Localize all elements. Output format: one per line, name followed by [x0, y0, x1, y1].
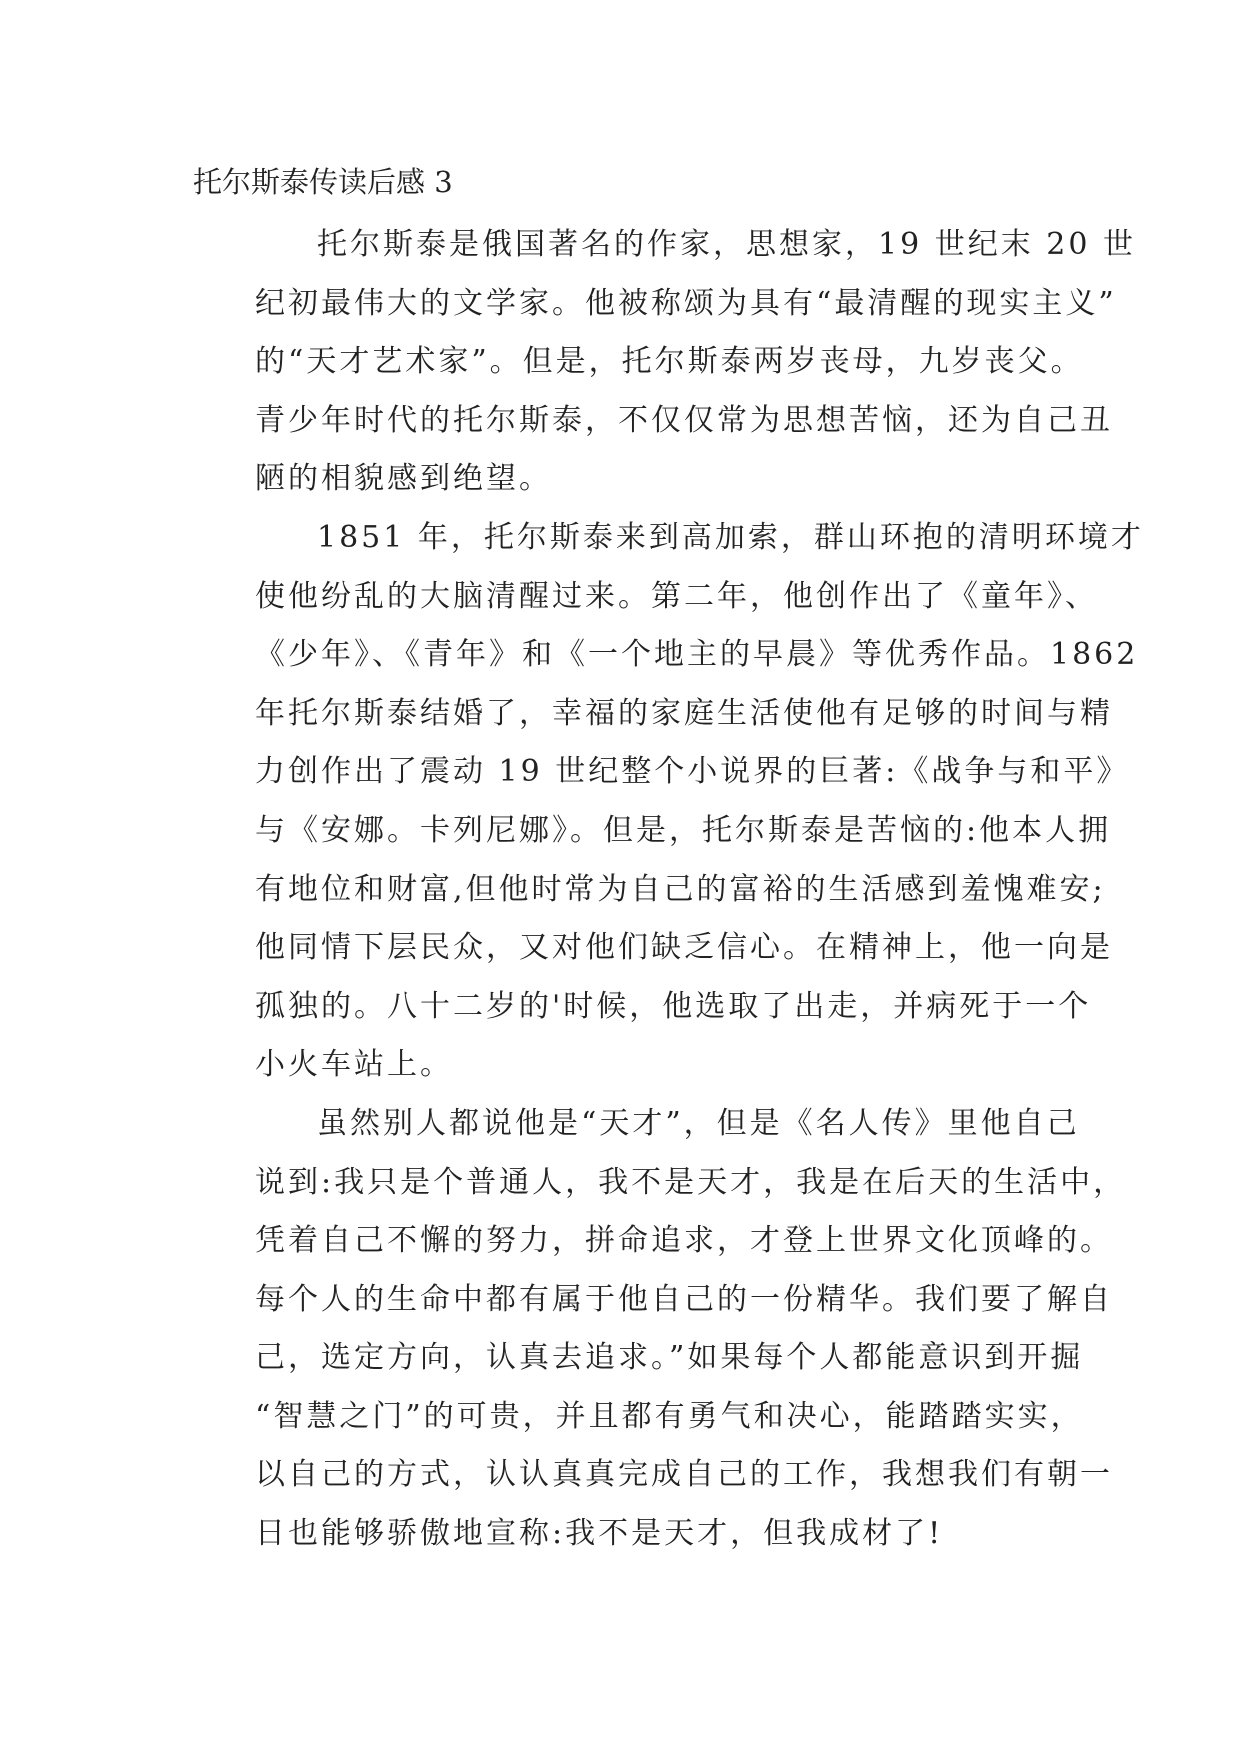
paragraph-line: 与《安娜。卡列尼娜》。但是，托尔斯泰是苦恼的:他本人拥 [255, 812, 1112, 848]
paragraph-line: 小火车站上。 [255, 1047, 453, 1083]
paragraph-line: 托尔斯泰是俄国著名的作家，思想家，19 世纪末 20 世 [317, 227, 1136, 262]
paragraph-line: 以自己的方式，认认真真完成自己的工作，我想我们有朝一 [255, 1457, 1113, 1493]
paragraph-line: 年托尔斯泰结婚了，幸福的家庭生活使他有足够的时间与精 [255, 695, 1113, 731]
paragraph-line: “智慧之门”的可贵，并且都有勇气和决心，能踏踏实实， [255, 1398, 1084, 1434]
paragraph-line: 使他纷乱的大脑清醒过来。第二年，他创作出了《童年》、 [255, 578, 1098, 614]
paragraph-1 [193, 216, 1136, 509]
paragraph-3 [193, 1095, 1127, 1564]
paragraph-line: 虽然别人都说他是“天才”，但是《名人传》里他自己 [317, 1105, 1080, 1141]
paragraph-line: 每个人的生命中都有属于他自己的一份精华。我们要了解自 [255, 1281, 1113, 1317]
paragraph-line: 陋的相貌感到绝望。 [255, 461, 552, 497]
paragraph-line: 凭着自己不懈的努力，拼命追求，才登上世界文化顶峰的。 [255, 1223, 1113, 1259]
paragraph-line: 孤独的。八十二岁的'时候，他选取了出走，并病死于一个 [255, 988, 1092, 1024]
paragraph-line: 说到:我只是个普通人，我不是天才，我是在后天的生活中， [255, 1164, 1127, 1200]
paragraph-line: 纪初最伟大的文学家。他被称颂为具有“最清醒的现实主义” [255, 285, 1117, 321]
paragraph-line: 己，选定方向，认真去追求。”如果每个人都能意识到开掘 [255, 1340, 1084, 1376]
paragraph-line: 的“天才艺术家”。但是，托尔斯泰两岁丧母，九岁丧父。 [255, 344, 1084, 380]
paragraph-line: 力创作出了震动 19 世纪整个小说界的巨著:《战争与和平》 [255, 754, 1130, 790]
document-title: 托尔斯泰传读后感 3 [193, 165, 453, 199]
paragraph-line: 《少年》、《青年》和《一个地主的早晨》等优秀作品。1862 [255, 637, 1139, 673]
paragraph-line: 日也能够骄傲地宣称:我不是天才，但我成材了! [255, 1516, 944, 1552]
paragraph-line: 有地位和财富,但他时常为自己的富裕的生活感到羞愧难安; [255, 871, 1106, 907]
paragraph-line: 青少年时代的托尔斯泰，不仅仅常为思想苦恼，还为自己丑 [255, 402, 1113, 438]
document-page [193, 162, 1144, 1564]
paragraph-2 [193, 509, 1144, 1095]
paragraph-line: 1851 年，托尔斯泰来到高加索，群山环抱的清明环境才 [317, 519, 1144, 555]
paragraph-line: 他同情下层民众，又对他们缺乏信心。在精神上，他一向是 [255, 930, 1113, 966]
